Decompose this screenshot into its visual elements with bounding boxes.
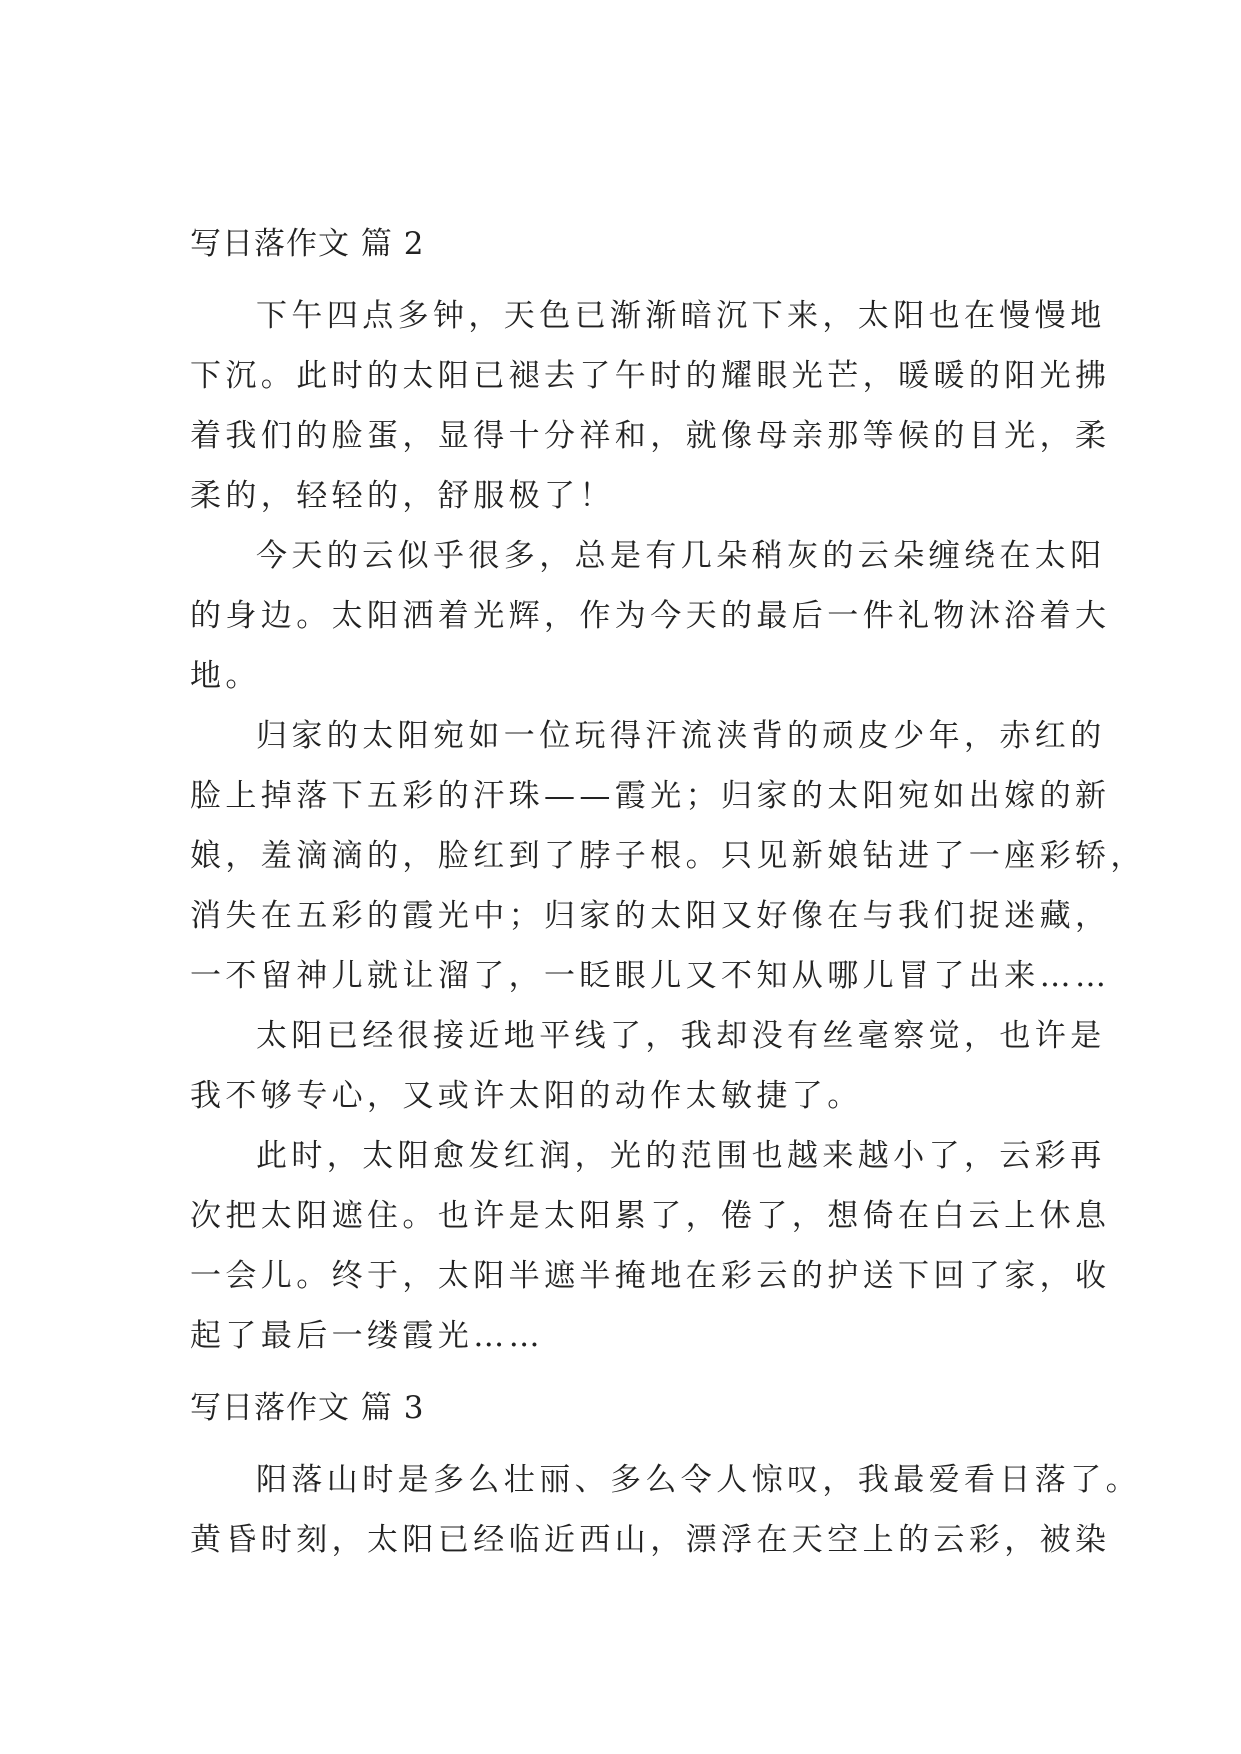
paragraph-line: 太阳已经很接近地平线了，我却没有丝毫察觉，也许是 — [256, 1018, 1106, 1054]
paragraph-line: 今天的云似乎很多，总是有几朵稍灰的云朵缠绕在太阳 — [256, 538, 1106, 574]
section-heading: 写日落作文 篇 2 — [190, 226, 425, 262]
paragraph-line: 娘，羞滴滴的，脸红到了脖子根。只见新娘钻进了一座彩轿， — [190, 838, 1146, 874]
paragraph-line: 黄昏时刻，太阳已经临近西山，漂浮在天空上的云彩，被染 — [190, 1522, 1111, 1558]
section-body — [190, 1450, 1141, 1570]
paragraph-line: 一会儿。终于，太阳半遮半掩地在彩云的护送下回了家，收 — [190, 1258, 1111, 1294]
paragraph-line: 此时，太阳愈发红润，光的范围也越来越小了，云彩再 — [256, 1138, 1106, 1174]
paragraph-line: 柔的，轻轻的，舒服极了！ — [190, 478, 615, 514]
paragraph-line: 我不够专心，又或许太阳的动作太敏捷了。 — [190, 1078, 863, 1114]
paragraph-line: 的身边。太阳洒着光辉，作为今天的最后一件礼物沐浴着大 — [190, 598, 1111, 634]
essay-section-3 — [190, 1388, 1141, 1570]
paragraph-line: 次把太阳遮住。也许是太阳累了，倦了，想倚在白云上休息 — [190, 1198, 1111, 1234]
paragraph-line: 脸上掉落下五彩的汗珠——霞光；归家的太阳宛如出嫁的新 — [190, 778, 1111, 814]
paragraph-line: 起了最后一缕霞光…… — [190, 1318, 544, 1354]
paragraph-line: 消失在五彩的霞光中；归家的太阳又好像在与我们捉迷藏， — [190, 898, 1111, 934]
section-body — [190, 286, 1146, 1366]
paragraph-line: 下沉。此时的太阳已褪去了午时的耀眼光芒，暖暖的阳光拂 — [190, 358, 1111, 394]
paragraph-line: 下午四点多钟，天色已渐渐暗沉下来，太阳也在慢慢地 — [256, 298, 1106, 334]
paragraph-line: 地。 — [190, 658, 261, 694]
paragraph-line: 归家的太阳宛如一位玩得汗流浃背的顽皮少年，赤红的 — [256, 718, 1106, 754]
section-heading: 写日落作文 篇 3 — [190, 1390, 425, 1426]
essay-section-2 — [190, 224, 1146, 1366]
paragraph-line: 阳落山时是多么壮丽、多么令人惊叹，我最爱看日落了。 — [256, 1462, 1141, 1498]
paragraph-line: 着我们的脸蛋，显得十分祥和，就像母亲那等候的目光，柔 — [190, 418, 1111, 454]
paragraph-line: 一不留神儿就让溜了，一眨眼儿又不知从哪儿冒了出来…… — [190, 958, 1111, 994]
